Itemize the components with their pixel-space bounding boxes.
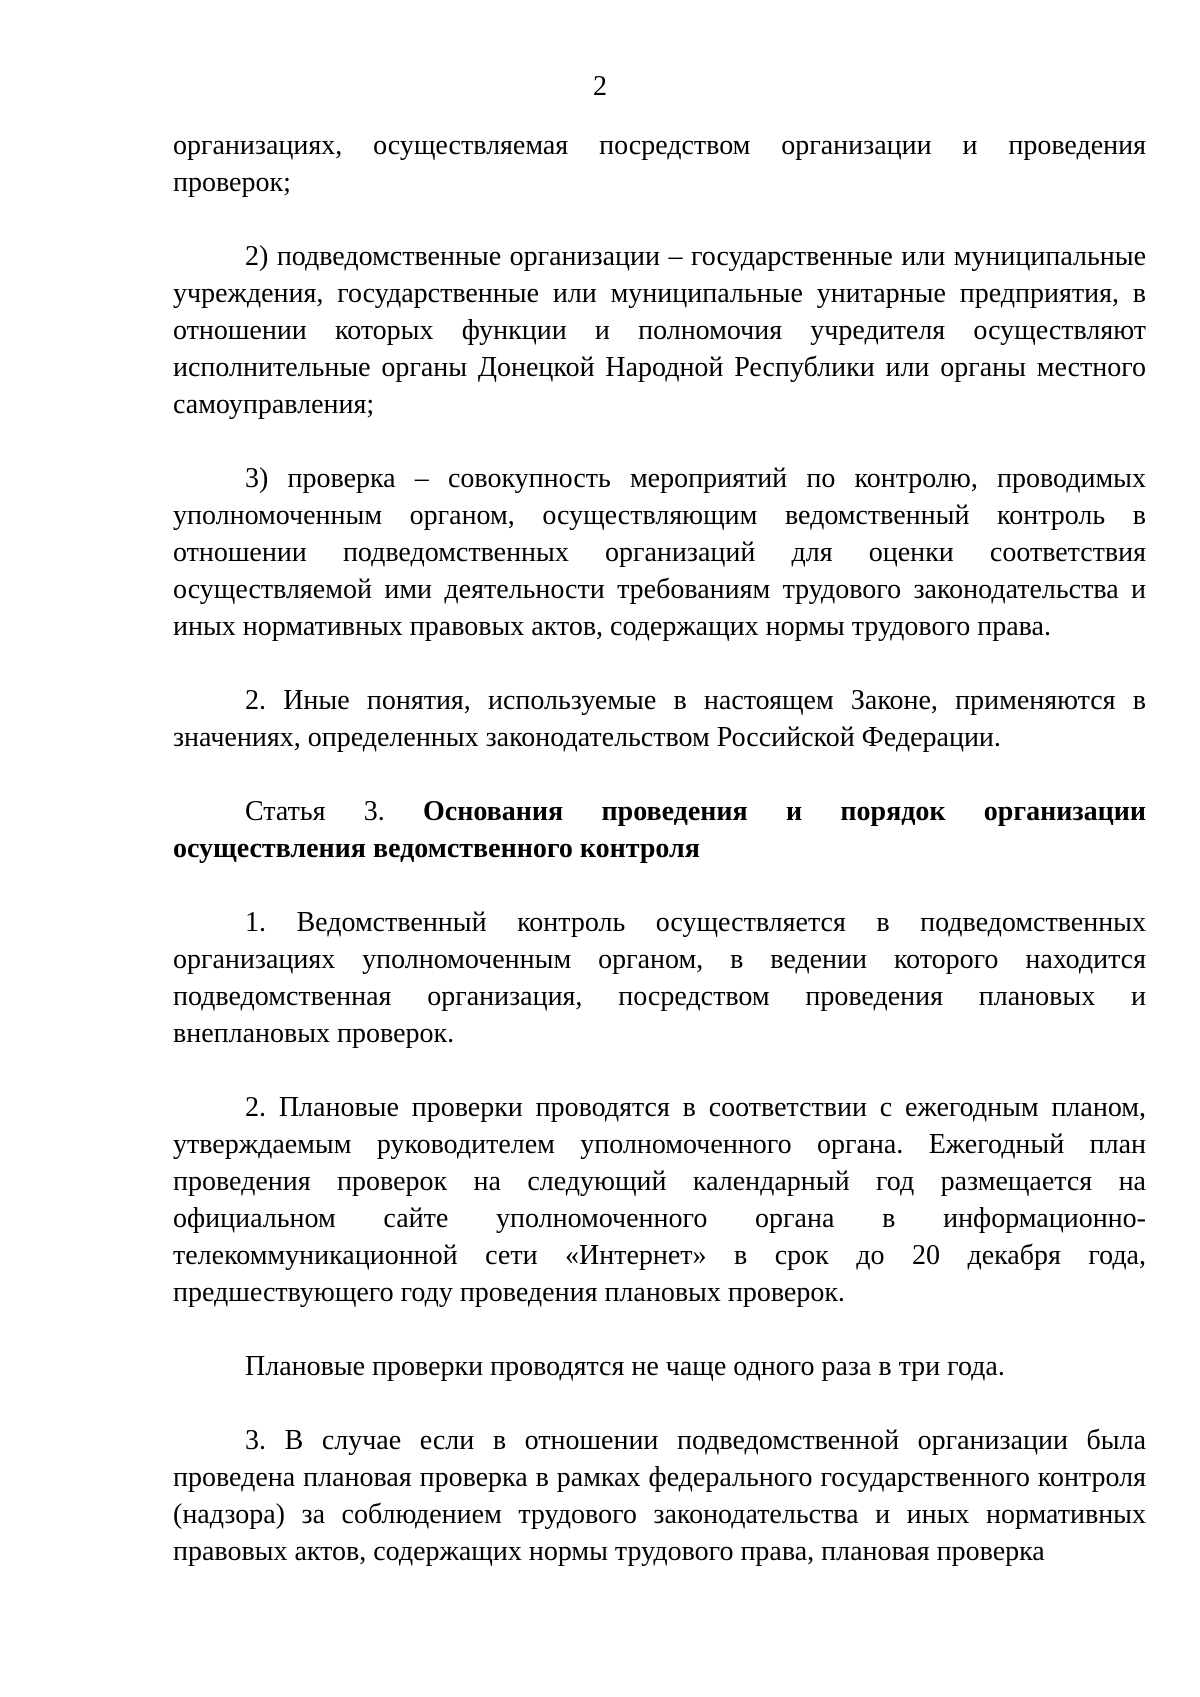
definition-inspection: 3) проверка – совокупность мероприятий по контролю, проводимых уполномоченным органом, осуществляющим ведомственный контроль в отношении подведомственных организаций для оценки соответствия осуществляемой ими деятельности требованиям трудового законодательства и иных нормативных правовых актов, содержащих нормы трудового права.: [173, 463, 1146, 642]
paragraph-continuation: организациях, осуществляемая посредством организации и проведения проверок;: [173, 130, 1146, 198]
article3-clause2-frequency: Плановые проверки проводятся не чаще одного раза в три года.: [245, 1351, 1005, 1382]
article3-clause1: 1. Ведомственный контроль осуществляется в подведомственных организациях уполномоченным органом, в ведении которого находится подведомственная организация, посредством проведения плановых и внеплановых проверок.: [173, 907, 1146, 1049]
article2-clause2: 2. Иные понятия, используемые в настоящем Законе, применяются в значениях, определенных законодательством Российской Федерации.: [173, 685, 1146, 753]
page-number: 2: [593, 71, 607, 102]
article3-heading: [173, 793, 1146, 867]
article3-title: Основания проведения и порядок организации осуществления ведомственного контроля: [173, 796, 1146, 864]
article3-clause3: 3. В случае если в отношении подведомственной организации была проведена плановая проверка в рамках федерального государственного контроля (надзора) за соблюдением трудового законодательства и иных нормативных правовых актов, содержащих нормы трудового права, плановая проверка: [173, 1425, 1146, 1567]
article3-prefix: Статья 3.: [245, 796, 424, 827]
definition-subordinate-organizations: 2) подведомственные организации – государственные или муниципальные учреждения, государственные или муниципальные унитарные предприятия, в отношении которых функции и полномочия учредителя осуществляют исполнительные органы Донецкой Народной Республики или органы местного самоуправления;: [173, 241, 1146, 420]
article3-clause2: 2. Плановые проверки проводятся в соответствии с ежегодным планом, утверждаемым руководителем уполномоченного органа. Ежегодный план проведения проверок на следующий календарный год размещается на официальном сайте уполномоченного органа в информационно-телекоммуникационной сети «Интернет» в срок до 20 декабря года, предшествующего году проведения плановых проверок.: [173, 1092, 1146, 1308]
document-body: [173, 127, 1146, 1570]
